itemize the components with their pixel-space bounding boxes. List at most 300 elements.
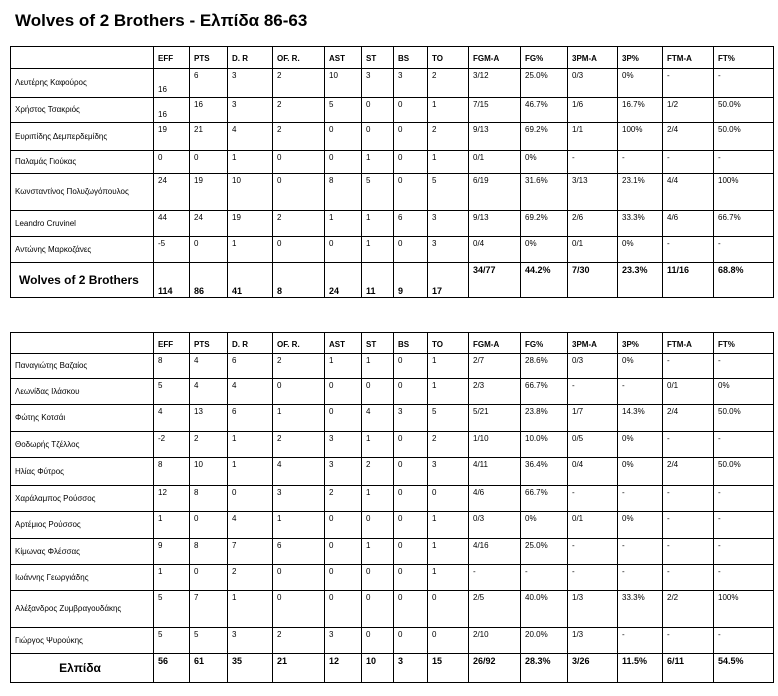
stat-cell: 14.3% — [618, 405, 663, 432]
stat-cell: 0 — [273, 565, 325, 591]
stat-cell: 16.7% — [618, 98, 663, 123]
stat-cell: 0/3 — [469, 512, 521, 539]
stat-cell: 0 — [273, 237, 325, 263]
stat-cell: 0% — [714, 379, 774, 405]
header-blank-cell — [11, 333, 154, 354]
total-stat-cell: 9 — [394, 263, 428, 298]
team1-stats-table — [10, 46, 774, 298]
stat-cell: 44 — [154, 211, 190, 237]
stat-cell: 4 — [228, 379, 273, 405]
stat-cell: 0/1 — [568, 237, 618, 263]
stat-cell: 0% — [618, 458, 663, 486]
stat-cell: 16 — [154, 98, 190, 123]
stat-cell: 31.6% — [521, 174, 568, 211]
player-row — [11, 211, 774, 237]
stat-cell: 1 — [228, 237, 273, 263]
total-stat-cell: 34/77 — [469, 263, 521, 298]
stat-cell: 7/15 — [469, 98, 521, 123]
stat-cell: 0 — [325, 237, 362, 263]
stat-cell: 1 — [428, 354, 469, 379]
stat-cell: 5 — [362, 174, 394, 211]
stat-cell: 2 — [273, 98, 325, 123]
stat-cell: 1 — [428, 565, 469, 591]
stat-cell: 4 — [190, 354, 228, 379]
stat-cell: 3 — [273, 486, 325, 512]
stat-cell: 1 — [362, 432, 394, 458]
stat-cell: - — [568, 539, 618, 565]
stat-cell: 4 — [228, 512, 273, 539]
stat-cell: 1/7 — [568, 405, 618, 432]
stat-cell: 5/21 — [469, 405, 521, 432]
stat-cell: 0/3 — [568, 354, 618, 379]
column-header-fgm-a: FGM-A — [469, 47, 521, 69]
stat-cell: 1 — [325, 211, 362, 237]
stat-cell: 20.0% — [521, 628, 568, 654]
stat-cell: - — [521, 565, 568, 591]
stat-cell: 0 — [362, 512, 394, 539]
player-row — [11, 512, 774, 539]
stat-cell: 4 — [154, 405, 190, 432]
player-row — [11, 354, 774, 379]
stat-cell: 2/7 — [469, 354, 521, 379]
stat-cell: 2/3 — [469, 379, 521, 405]
player-row — [11, 174, 774, 211]
column-header-d-r: D. R — [228, 333, 273, 354]
total-stat-cell: 11/16 — [663, 263, 714, 298]
stat-cell: - — [714, 354, 774, 379]
player-row — [11, 69, 774, 98]
stat-cell: - — [618, 565, 663, 591]
stat-cell: - — [663, 237, 714, 263]
stat-cell: 1 — [228, 432, 273, 458]
stat-cell: 100% — [618, 123, 663, 151]
stat-cell: 2 — [325, 486, 362, 512]
player-name: Αρτέμιος Ρούσσος — [11, 512, 154, 539]
stat-cell: 23.1% — [618, 174, 663, 211]
stat-cell: 5 — [154, 628, 190, 654]
total-stat-cell: 26/92 — [469, 654, 521, 683]
column-header-fgm-a: FGM-A — [469, 333, 521, 354]
stat-cell: 1 — [228, 151, 273, 174]
stat-cell: 6 — [190, 69, 228, 98]
stat-cell: 0/1 — [568, 512, 618, 539]
stat-cell: - — [714, 432, 774, 458]
column-header-pts: PTS — [190, 47, 228, 69]
stat-cell: 2 — [228, 565, 273, 591]
stat-cell: 0 — [325, 565, 362, 591]
stat-cell: - — [714, 486, 774, 512]
stat-cell: 0 — [428, 628, 469, 654]
stat-cell: 1/6 — [568, 98, 618, 123]
player-name: Αλέξανδρος Ζυμβραγουδάκης — [11, 591, 154, 628]
stat-cell: 13 — [190, 405, 228, 432]
total-stat-cell: 23.3% — [618, 263, 663, 298]
stat-cell: 5 — [190, 628, 228, 654]
column-header-of-r: OF. R. — [273, 47, 325, 69]
stat-cell: 4/16 — [469, 539, 521, 565]
total-stat-cell: 12 — [325, 654, 362, 683]
column-header-ftm-a: FTM-A — [663, 47, 714, 69]
column-header-to: TO — [428, 47, 469, 69]
stat-cell: - — [663, 354, 714, 379]
total-stat-cell: 21 — [273, 654, 325, 683]
stat-cell: 16 — [190, 98, 228, 123]
stat-cell: 1 — [228, 591, 273, 628]
stat-cell: 8 — [154, 354, 190, 379]
stat-cell: 5 — [428, 174, 469, 211]
column-header-ftpct: FT% — [714, 333, 774, 354]
stat-cell: 2 — [273, 354, 325, 379]
stat-cell: - — [663, 432, 714, 458]
total-stat-cell: 28.3% — [521, 654, 568, 683]
player-name: Ηλίας Φύτρος — [11, 458, 154, 486]
stat-cell: 5 — [428, 405, 469, 432]
stat-cell: -2 — [154, 432, 190, 458]
stat-cell: 0/4 — [469, 237, 521, 263]
stat-cell: - — [714, 628, 774, 654]
player-row — [11, 565, 774, 591]
column-header-to: TO — [428, 333, 469, 354]
player-name: Κωνσταντίνος Πολυζωγόπουλος — [11, 174, 154, 211]
column-header-of-r: OF. R. — [273, 333, 325, 354]
stat-cell: 0 — [190, 237, 228, 263]
player-row — [11, 98, 774, 123]
total-stat-cell: 61 — [190, 654, 228, 683]
column-header-bs: BS — [394, 47, 428, 69]
team-name: Ελπίδα — [11, 654, 154, 683]
stat-cell: 0 — [154, 151, 190, 174]
column-header-eff: EFF — [154, 333, 190, 354]
stat-cell: - — [714, 69, 774, 98]
page-title: Wolves of 2 Brothers - Ελπίδα 86-63 — [15, 11, 308, 30]
stat-cell: - — [663, 486, 714, 512]
player-row — [11, 432, 774, 458]
team-total-row — [11, 263, 774, 298]
stat-cell: 40.0% — [521, 591, 568, 628]
stat-cell: 0 — [190, 151, 228, 174]
stat-cell: - — [663, 565, 714, 591]
total-stat-cell: 68.8% — [714, 263, 774, 298]
stat-cell: 4 — [228, 123, 273, 151]
stat-cell: 2 — [273, 69, 325, 98]
stat-cell: 0 — [325, 379, 362, 405]
stat-cell: 21 — [190, 123, 228, 151]
stat-cell: 9/13 — [469, 123, 521, 151]
stat-cell: - — [714, 539, 774, 565]
stat-cell: 0% — [618, 237, 663, 263]
stat-cell: 50.0% — [714, 123, 774, 151]
column-header-ftpct: FT% — [714, 47, 774, 69]
stat-cell: 4/6 — [663, 211, 714, 237]
stat-cell: 2 — [428, 69, 469, 98]
total-stat-cell: 44.2% — [521, 263, 568, 298]
player-name: Ευριπίδης Δεμπερδεμίδης — [11, 123, 154, 151]
stat-cell: 4/6 — [469, 486, 521, 512]
player-name: Παναγιώτης Βαζαίος — [11, 354, 154, 379]
column-header-st: ST — [362, 333, 394, 354]
total-stat-cell: 10 — [362, 654, 394, 683]
stat-cell: 0 — [394, 565, 428, 591]
stat-cell: 0 — [394, 486, 428, 512]
stat-cell: 2 — [362, 458, 394, 486]
stat-cell: 6 — [228, 354, 273, 379]
stat-cell: 12 — [154, 486, 190, 512]
stat-cell: 3 — [394, 69, 428, 98]
stat-cell: 1 — [228, 458, 273, 486]
total-stat-cell: 41 — [228, 263, 273, 298]
stat-cell: 0 — [273, 379, 325, 405]
stat-cell: 0 — [394, 151, 428, 174]
stat-cell: 0 — [394, 237, 428, 263]
stat-cell: 24 — [190, 211, 228, 237]
total-stat-cell: 56 — [154, 654, 190, 683]
stat-cell: 0 — [394, 591, 428, 628]
column-header-pts: PTS — [190, 333, 228, 354]
player-row — [11, 379, 774, 405]
stat-cell: 0 — [325, 405, 362, 432]
stat-cell: 50.0% — [714, 458, 774, 486]
player-name: Λευτέρης Καφούρος — [11, 69, 154, 98]
stat-cell: 3 — [428, 211, 469, 237]
stat-cell: - — [714, 512, 774, 539]
stat-cell: 0% — [618, 512, 663, 539]
stat-cell: 1 — [273, 512, 325, 539]
player-row — [11, 405, 774, 432]
stat-cell: 0% — [521, 512, 568, 539]
stat-cell: - — [469, 565, 521, 591]
stat-cell: 0 — [428, 486, 469, 512]
column-header-fgpct: FG% — [521, 333, 568, 354]
stat-cell: - — [568, 565, 618, 591]
stat-cell: 69.2% — [521, 211, 568, 237]
stat-cell: 100% — [714, 591, 774, 628]
stat-cell: 19 — [190, 174, 228, 211]
player-name: Κίμωνας Φλέσσας — [11, 539, 154, 565]
stat-cell: 0 — [325, 591, 362, 628]
stat-cell: 1 — [428, 98, 469, 123]
stat-cell: - — [618, 539, 663, 565]
column-header-3ppct: 3P% — [618, 47, 663, 69]
player-name: Χρήστος Τσακριός — [11, 98, 154, 123]
total-stat-cell: 24 — [325, 263, 362, 298]
stat-cell: 0% — [618, 69, 663, 98]
stat-cell: 0% — [618, 354, 663, 379]
stat-cell: 1 — [362, 354, 394, 379]
column-header-bs: BS — [394, 333, 428, 354]
stat-cell: 50.0% — [714, 405, 774, 432]
stat-cell: - — [568, 379, 618, 405]
player-row — [11, 628, 774, 654]
stat-cell: 0 — [273, 151, 325, 174]
column-header-st: ST — [362, 47, 394, 69]
stat-cell: 8 — [325, 174, 362, 211]
stat-cell: 0 — [190, 565, 228, 591]
total-stat-cell: 7/30 — [568, 263, 618, 298]
stat-cell: - — [663, 151, 714, 174]
stat-cell: 23.8% — [521, 405, 568, 432]
stat-cell: - — [663, 539, 714, 565]
stat-cell: 1/3 — [568, 591, 618, 628]
stat-cell: 0 — [394, 123, 428, 151]
stat-cell: 0 — [394, 354, 428, 379]
player-row — [11, 486, 774, 512]
stat-cell: - — [714, 151, 774, 174]
total-stat-cell: 86 — [190, 263, 228, 298]
stat-cell: - — [663, 69, 714, 98]
player-row — [11, 237, 774, 263]
stat-cell: 0 — [362, 565, 394, 591]
stat-cell: 6 — [394, 211, 428, 237]
column-header-ftm-a: FTM-A — [663, 333, 714, 354]
stat-cell: 2 — [428, 123, 469, 151]
stat-cell: 6/19 — [469, 174, 521, 211]
stat-cell: 9/13 — [469, 211, 521, 237]
stat-cell: 1 — [362, 486, 394, 512]
total-stat-cell: 114 — [154, 263, 190, 298]
stat-cell: 1 — [428, 539, 469, 565]
stat-cell: 36.4% — [521, 458, 568, 486]
player-row — [11, 151, 774, 174]
stat-cell: 0 — [394, 174, 428, 211]
stat-cell: 2 — [273, 123, 325, 151]
stat-cell: 1 — [362, 211, 394, 237]
stat-cell: - — [568, 486, 618, 512]
column-header-eff: EFF — [154, 47, 190, 69]
stat-cell: 8 — [190, 486, 228, 512]
stat-cell: 0 — [325, 512, 362, 539]
column-header-3pm-a: 3PM-A — [568, 333, 618, 354]
column-header-fgpct: FG% — [521, 47, 568, 69]
stat-cell: 0/1 — [663, 379, 714, 405]
stat-cell: 7 — [190, 591, 228, 628]
player-row — [11, 123, 774, 151]
stat-cell: 1 — [362, 151, 394, 174]
stat-cell: 3 — [428, 458, 469, 486]
stat-cell: 0 — [273, 174, 325, 211]
column-header-ast: AST — [325, 333, 362, 354]
stat-cell: - — [618, 628, 663, 654]
stat-cell: 19 — [228, 211, 273, 237]
stat-cell: 9 — [154, 539, 190, 565]
stat-cell: 1/2 — [663, 98, 714, 123]
stat-cell: 25.0% — [521, 539, 568, 565]
stat-cell: 0 — [362, 628, 394, 654]
stat-cell: 0 — [273, 591, 325, 628]
player-name: Λεωνίδας Ιλάσκου — [11, 379, 154, 405]
stat-cell: 0 — [362, 379, 394, 405]
stat-cell: 1 — [362, 539, 394, 565]
stat-cell: - — [714, 237, 774, 263]
stat-cell: 28.6% — [521, 354, 568, 379]
stat-cell: 4/11 — [469, 458, 521, 486]
player-row — [11, 539, 774, 565]
stat-cell: 0% — [521, 237, 568, 263]
stat-cell: 0 — [325, 123, 362, 151]
stat-cell: 10.0% — [521, 432, 568, 458]
stat-cell: - — [618, 151, 663, 174]
stat-cell: 2 — [273, 628, 325, 654]
stat-cell: 3 — [325, 432, 362, 458]
stat-cell: 2 — [273, 211, 325, 237]
stat-cell: 1 — [325, 354, 362, 379]
player-name: Ιωάννης Γεωργιάδης — [11, 565, 154, 591]
stat-cell: 69.2% — [521, 123, 568, 151]
stat-cell: 1/1 — [568, 123, 618, 151]
stat-cell: 5 — [325, 98, 362, 123]
stat-cell: 4 — [362, 405, 394, 432]
stat-cell: 4 — [190, 379, 228, 405]
stat-cell: 1 — [428, 379, 469, 405]
stat-cell: 0 — [394, 539, 428, 565]
stat-cell: 3 — [325, 458, 362, 486]
stat-cell: - — [663, 628, 714, 654]
header-row — [11, 333, 774, 354]
stat-cell: - — [618, 379, 663, 405]
total-stat-cell: 3 — [394, 654, 428, 683]
column-header-3ppct: 3P% — [618, 333, 663, 354]
player-name: Παλαμάς Γιούκας — [11, 151, 154, 174]
stat-cell: 2/4 — [663, 123, 714, 151]
stat-cell: 2 — [190, 432, 228, 458]
stat-cell: 3 — [394, 405, 428, 432]
stat-cell: 6 — [228, 405, 273, 432]
stat-cell: 3 — [228, 98, 273, 123]
total-stat-cell: 15 — [428, 654, 469, 683]
total-stat-cell: 35 — [228, 654, 273, 683]
stat-cell: 0/5 — [568, 432, 618, 458]
total-stat-cell: 54.5% — [714, 654, 774, 683]
stat-cell: -5 — [154, 237, 190, 263]
player-name: Αντώνης Μαρκοζάνες — [11, 237, 154, 263]
stat-cell: 3 — [428, 237, 469, 263]
stat-cell: 19 — [154, 123, 190, 151]
stat-cell: 10 — [325, 69, 362, 98]
stat-cell: 0 — [325, 151, 362, 174]
stat-cell: 0 — [394, 98, 428, 123]
player-name: Γιώργος Ψυρούκης — [11, 628, 154, 654]
stat-cell: 66.7% — [521, 379, 568, 405]
stat-cell: 46.7% — [521, 98, 568, 123]
stat-cell: 4/4 — [663, 174, 714, 211]
stat-cell: 0/4 — [568, 458, 618, 486]
stat-cell: 8 — [154, 458, 190, 486]
stat-cell: 3 — [362, 69, 394, 98]
stat-cell: 1 — [428, 512, 469, 539]
stat-cell: 2 — [428, 432, 469, 458]
stat-cell: 3/12 — [469, 69, 521, 98]
stat-cell: 0 — [362, 591, 394, 628]
stat-cell: 0/3 — [568, 69, 618, 98]
stat-cell: 10 — [228, 174, 273, 211]
stat-cell: - — [568, 151, 618, 174]
stat-cell: 33.3% — [618, 211, 663, 237]
stat-cell: 4 — [273, 458, 325, 486]
stat-cell: 1 — [428, 151, 469, 174]
player-name: Χαράλαμπος Ρούσσος — [11, 486, 154, 512]
player-name: Leandro Cruvinel — [11, 211, 154, 237]
stat-cell: 1 — [154, 512, 190, 539]
stat-cell: 2/10 — [469, 628, 521, 654]
stat-cell: 2/4 — [663, 405, 714, 432]
team2-stats-table — [10, 332, 774, 683]
stat-cell: 0 — [325, 539, 362, 565]
total-stat-cell: 8 — [273, 263, 325, 298]
stat-cell: 24 — [154, 174, 190, 211]
header-blank-cell — [11, 47, 154, 69]
stat-cell: 7 — [228, 539, 273, 565]
stat-cell: 1 — [362, 237, 394, 263]
stat-cell: 0 — [362, 98, 394, 123]
